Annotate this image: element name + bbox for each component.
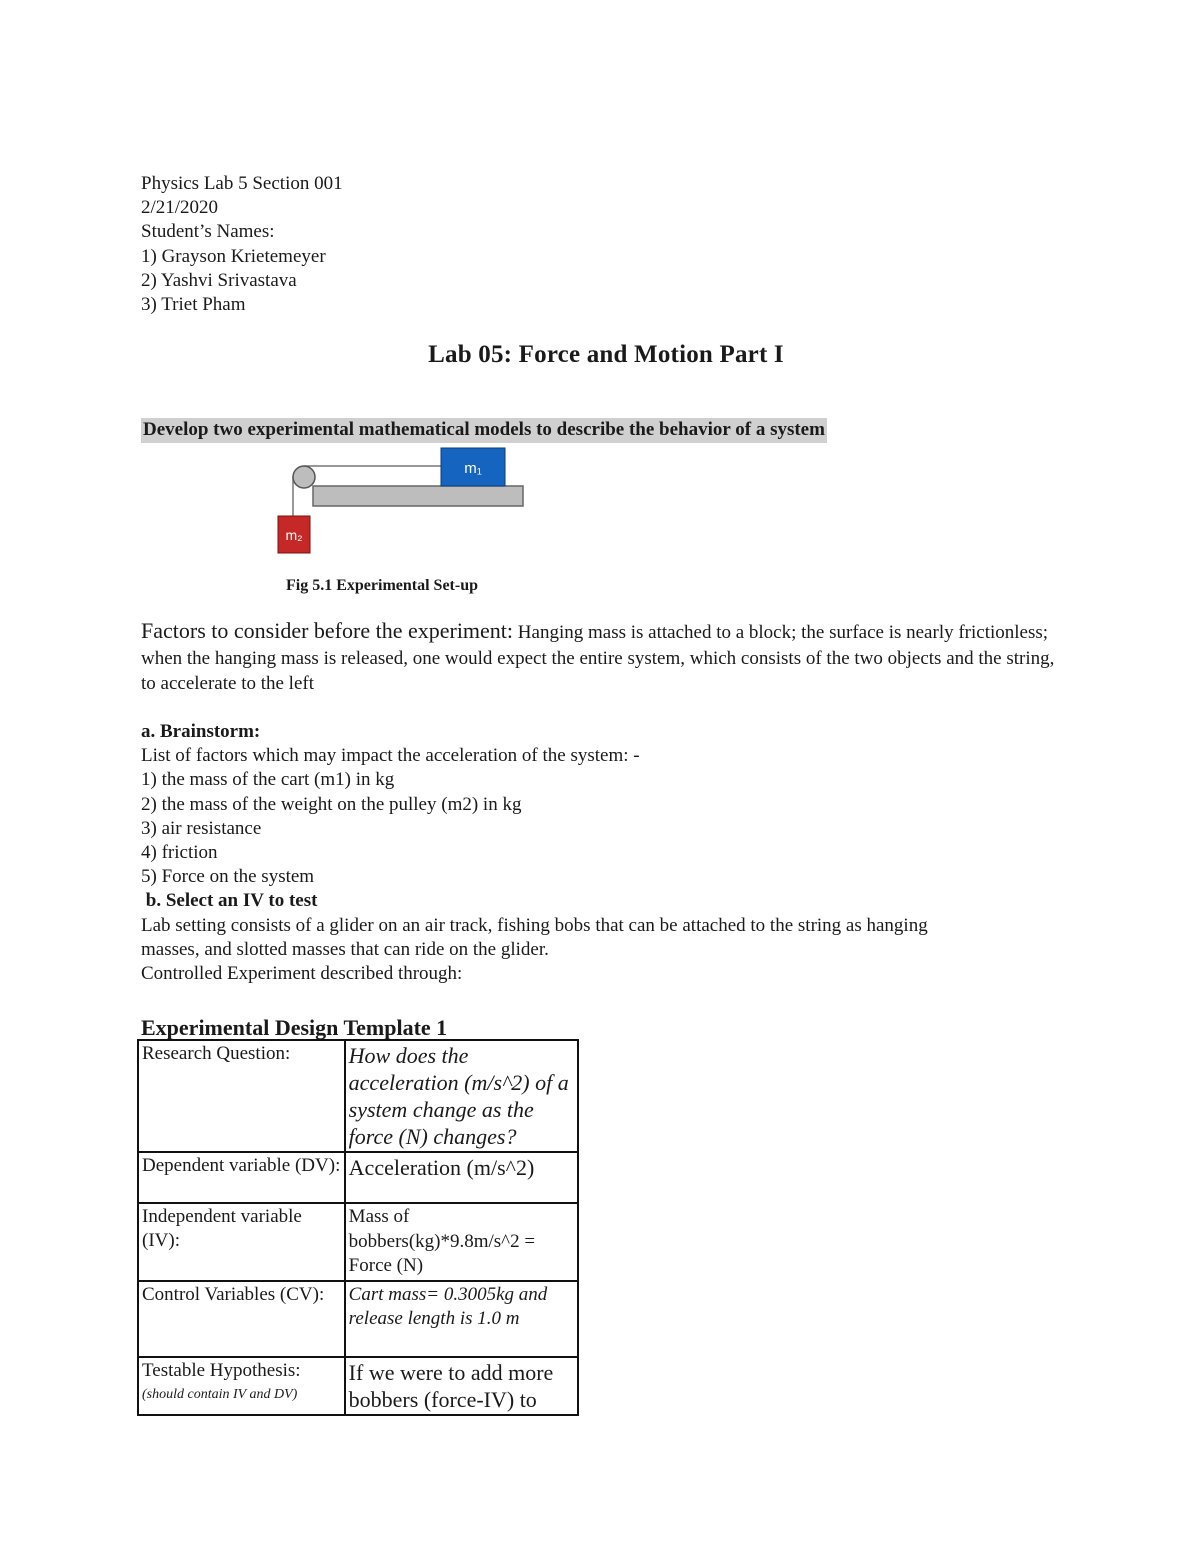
table-row	[138, 1357, 578, 1415]
hypothesis-note: (should contain IV and DV)	[142, 1386, 298, 1402]
select-iv-text-3: Controlled Experiment described through:	[141, 963, 463, 985]
row-value-line-2: release length is 1.0 m	[348, 1308, 520, 1329]
subtitle-highlight: Develop two experimental mathematical models to describe the behavior of a system	[141, 418, 827, 443]
row-value: Acceleration (m/s^2)	[345, 1152, 578, 1203]
students-label: Student’s Names:	[141, 221, 275, 243]
brainstorm-item-1: 1) the mass of the cart (m1) in kg	[141, 769, 395, 791]
row-value	[345, 1281, 578, 1357]
factors-text: Hanging mass is attached to a block; the surface is nearly frictionless; when the hanging mass is released, one would expect the entire system, which consists of the two objects and the string, to accelerate to the left	[141, 622, 1055, 694]
page-title: Lab 05: Force and Motion Part I	[428, 341, 784, 368]
mass-m2-label: m₂	[285, 527, 303, 543]
student-1: 1) Grayson Krietemeyer	[141, 245, 326, 267]
brainstorm-section	[141, 720, 1071, 986]
header-block	[141, 172, 1071, 317]
experimental-design-table	[137, 1039, 579, 1416]
row-label: Control Variables (CV):	[138, 1281, 345, 1357]
brainstorm-intro: List of factors which may impact the acceleration of the system: -	[141, 745, 640, 767]
brainstorm-item-4: 4) friction	[141, 842, 218, 864]
course-line: Physics Lab 5 Section 001	[141, 173, 343, 194]
brainstorm-item-3: 3) air resistance	[141, 817, 262, 839]
table-row	[138, 1281, 578, 1357]
table-row	[138, 1152, 578, 1203]
student-3: 3) Triet Pham	[141, 294, 246, 316]
row-label: Dependent variable (DV):	[138, 1152, 345, 1203]
row-value-line-1: Cart mass= 0.3005kg and	[348, 1283, 548, 1305]
row-label: Independent variable (IV):	[138, 1203, 345, 1281]
select-iv-text-1: Lab setting consists of a glider on an air track, fishing bobs that can be attached to the string as hanging	[141, 914, 928, 936]
brainstorm-item-2: 2) the mass of the weight on the pulley (m2) in kg	[141, 793, 522, 815]
figure-caption: Fig 5.1 Experimental Set-up	[286, 577, 478, 594]
brainstorm-item-5: 5) Force on the system	[141, 866, 315, 888]
row-value: How does the acceleration (m/s^2) of a system change as the force (N) changes?	[345, 1040, 578, 1152]
brainstorm-heading: a. Brainstorm:	[141, 721, 261, 742]
date-line: 2/21/2020	[141, 197, 219, 219]
student-2: 2) Yashvi Srivastava	[141, 269, 297, 291]
row-value: Mass of bobbers(kg)*9.8m/s^2 = Force (N)	[345, 1203, 578, 1281]
hypothesis-label: Testable Hypothesis:	[142, 1359, 301, 1381]
experimental-setup-figure	[275, 446, 535, 558]
table-row	[138, 1203, 578, 1281]
table-row	[138, 1040, 578, 1152]
pulley	[293, 466, 315, 488]
document-page	[141, 172, 1071, 1412]
factors-paragraph	[141, 618, 1066, 697]
row-label	[138, 1357, 345, 1415]
template-title: Experimental Design Template 1	[141, 1015, 448, 1040]
row-label: Research Question:	[138, 1040, 345, 1152]
factors-lead: Factors to consider before the experiment:	[141, 618, 514, 643]
mass-m1-label: m₁	[464, 460, 482, 477]
row-value: If we were to add more bobbers (force-IV) to	[345, 1357, 578, 1415]
select-iv-heading: b. Select an IV to test	[141, 890, 318, 912]
track	[313, 486, 523, 506]
select-iv-text-2: masses, and slotted masses that can ride on the glider.	[141, 938, 549, 960]
